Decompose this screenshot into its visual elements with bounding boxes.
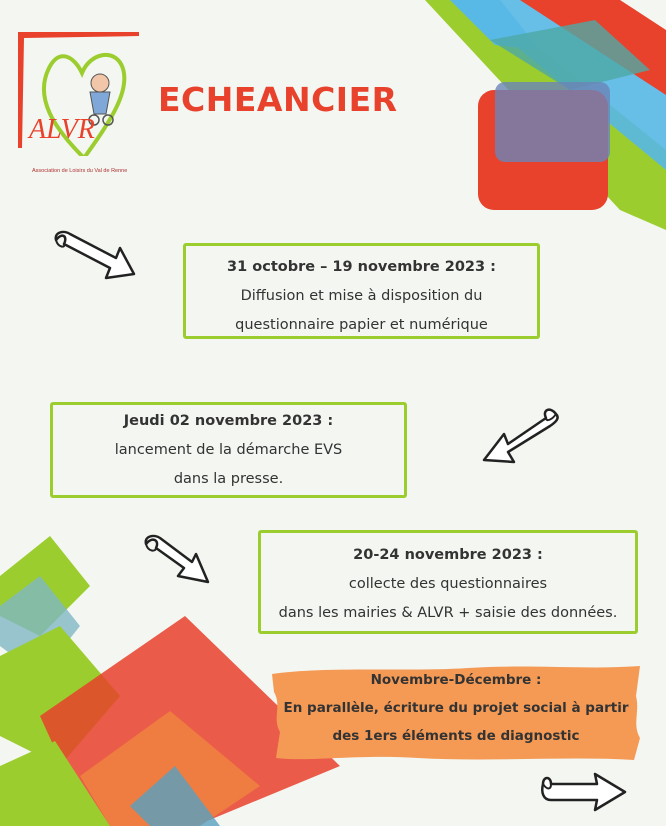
schedule-item-line: dans la presse. xyxy=(173,471,284,487)
hand-drawn-arrow-icon xyxy=(535,770,631,814)
hand-drawn-arrow-icon xyxy=(50,226,140,286)
hand-drawn-arrow-icon xyxy=(138,532,218,594)
schedule-item-line: collecte des questionnaires xyxy=(348,576,548,592)
schedule-item-heading: 31 octobre – 19 novembre 2023 : xyxy=(227,259,496,275)
heart-logo-icon xyxy=(14,28,142,156)
schedule-item-heading: 20-24 novembre 2023 : xyxy=(353,547,543,563)
schedule-item-1 xyxy=(183,243,540,339)
schedule-item-2 xyxy=(50,402,407,498)
hand-drawn-arrow-icon xyxy=(478,402,563,467)
schedule-item-3 xyxy=(258,530,638,634)
logo-caption: Association de Loisirs du Val de Renne xyxy=(32,168,128,174)
schedule-item-line: En parallèle, écriture du projet social à partir xyxy=(283,700,629,716)
schedule-item-4 xyxy=(268,662,644,764)
schedule-item-line: dans les mairies & ALVR + saisie des données. xyxy=(278,605,618,621)
page-title: ECHEANCIER xyxy=(158,80,398,119)
logo-text: ALVR xyxy=(29,114,95,145)
schedule-item-line: questionnaire papier et numérique xyxy=(235,317,488,333)
schedule-item-heading: Novembre-Décembre : xyxy=(370,672,542,688)
schedule-item-line: Diffusion et mise à disposition du xyxy=(240,288,483,304)
top-right-decoration xyxy=(420,0,666,230)
schedule-item-line: lancement de la démarche EVS xyxy=(114,442,343,458)
schedule-item-heading: Jeudi 02 novembre 2023 : xyxy=(123,413,334,429)
schedule-item-line: des 1ers éléments de diagnostic xyxy=(332,728,580,744)
logo xyxy=(14,28,142,174)
